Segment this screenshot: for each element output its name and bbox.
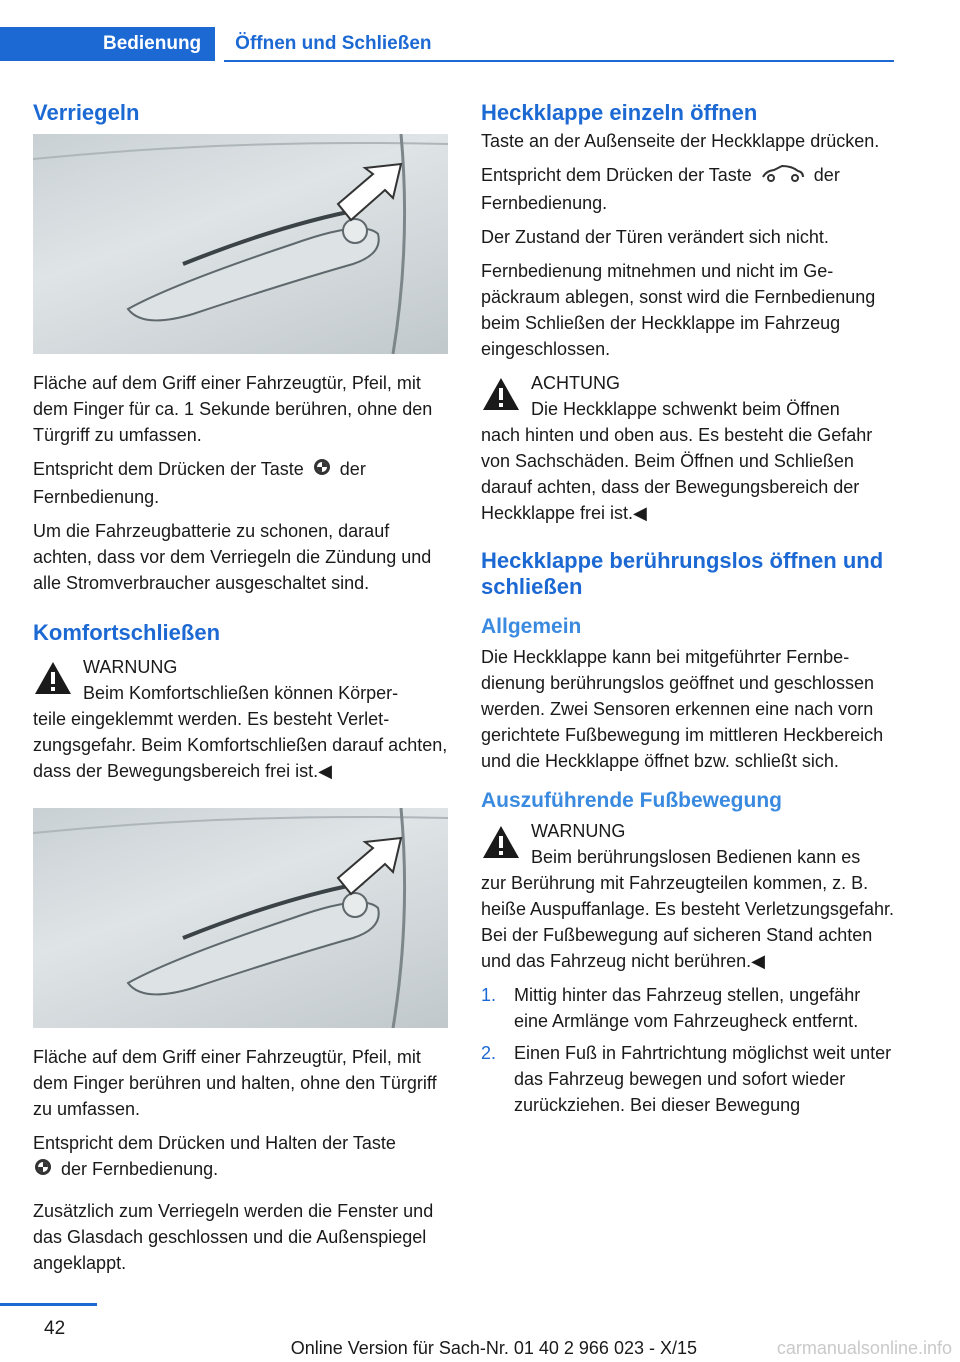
komfort-text-3: Zusätzlich zum Verriegeln werden die Fenster und das Glasdach geschlossen und die Außenspiegel angeklappt. [33,1200,434,1273]
door-handle-illustration-2 [33,808,448,1028]
door-handle-image [33,134,448,354]
heading-beruehrungslos: Heckklappe berührungslos öffnen und schließen [481,547,884,599]
warning-box-komfort [33,654,448,784]
list-item [481,982,896,1034]
komfort-text-2 [33,1130,448,1184]
warning-text-first: Beim Komfortschließen können Körper- [83,682,399,703]
step-text: Mittig hinter das Fahrzeug stellen, ungefähr eine Armlänge vom Fahrzeugheck entfernt. [514,984,861,1031]
tab-oeffnen-schliessen[interactable]: Öffnen und Schließen [235,33,432,54]
footer-version-text: Online Version für Sach-Nr. 01 40 2 966 023 - X/15 [290,1338,697,1358]
heading-heckklappe-einzeln: Heckklappe einzeln öffnen [481,100,758,125]
heck-text-2 [481,162,896,216]
komfort-text-2a: Entspricht dem Drücken und Halten der Taste [33,1132,396,1153]
verriegeln-text-2b: der Fernbedienung. [33,459,366,507]
warning-text-2-first: Beim berührungslosen Bedienen kann es [531,846,861,867]
step-number: 1. [481,984,497,1005]
verriegeln-text-2a: Entspricht dem Drücken der Taste [33,459,304,479]
heading-fussbewegung: Auszuführende Fußbewegung [481,788,782,812]
caution-box-heckklappe [481,370,896,526]
caution-icon [481,376,521,412]
warning-text-rest: teile eingeklemmt werden. Es besteht Verletzungsgefahr. Beim Komfortschließen darauf achten, dass der Bewegungsbereich frei ist.◀ [33,708,448,781]
right-column [481,100,896,1124]
warning-text-2-rest: zur Berührung mit Fahrzeugteilen kommen, z. B. heiße Auspuffanlage. Es besteht Verletzungsgefahr. Bei der Fußbewegung auf sicheren Stand achten und das Fahrzeug nicht berühren.◀ [481,872,894,971]
lock-button-icon-2 [33,1157,53,1184]
warning-label: WARNUNG [83,656,178,677]
caution-text-rest: nach hinten und oben aus. Es besteht die Gefahr von Sachschäden. Beim Öffnen und Schließen darauf achten, dass der Bewegungsbereich der Heckklappe frei ist.◀ [481,424,873,523]
verriegeln-text-1: Fläche auf dem Griff einer Fahrzeugtür, Pfeil, mit dem Finger für ca. 1 Sekunde berühren, ohne den Türgriff zu umfassen. [33,373,433,445]
tailgate-button-icon [760,163,806,190]
step-number: 2. [481,1042,497,1063]
heading-komfortschliessen: Komfortschließen [33,619,221,645]
warning-label-2: WARNUNG [531,820,626,841]
door-handle-image-2 [33,808,448,1028]
page-number: 42 [44,1318,66,1339]
caution-text-first: Die Heckklappe schwenkt beim Öffnen [531,398,840,419]
warning-text-2 [481,844,896,974]
verriegeln-text-2 [33,456,448,510]
heck-text-1: Taste an der Außenseite der Heckklappe drücken. [481,131,880,151]
list-item [481,1040,896,1118]
heck-text-4: Fernbedienung mitnehmen und nicht im Gepäckraum ablegen, sonst wird die Fernbedienung beim Schließen der Heckklappe im Fahrzeug eingeschlossen. [481,260,876,359]
heading-verriegeln: Verriegeln [33,100,140,125]
warning-icon-2 [481,824,521,860]
caution-label: ACHTUNG [531,372,620,393]
steps-list [481,982,896,1118]
tab-bedienung[interactable]: Bedienung [0,27,215,61]
door-handle-illustration [33,134,448,354]
lock-button-icon [312,457,332,484]
heck-text-2a: Entspricht dem Drücken der Taste [481,165,752,185]
step-text: Einen Fuß in Fahrtrichtung möglichst weit unter das Fahrzeug bewegen und sofort wieder zurückziehen. Bei dieser Bewegung [514,1042,892,1115]
caution-text [481,396,896,526]
verriegeln-text-3: Um die Fahrzeugbatterie zu schonen, darauf achten, dass vor dem Verriegeln die Zündung und alle Stromverbraucher ausgeschaltet sind. [33,520,432,593]
heck-text-3: Der Zustand der Türen verändert sich nicht. [481,226,829,247]
heading-allgemein: Allgemein [481,614,582,638]
page-header [0,27,452,61]
allgemein-text: Die Heckklappe kann bei mitgeführter Fernbedienung berührungslos geöffnet und geschlossen werden. Zwei Sensoren erkennen eine nach vorn gerichtete Fußbewegung im mittleren Heckbereich und die Heckklappe öffnet bzw. schließt sich. [481,646,884,771]
left-column [33,100,448,1284]
warning-text [33,680,448,784]
warning-box-fuss [481,818,896,974]
heck-text-2b: der Fernbedienung. [481,165,840,213]
footer-rule [0,1303,97,1306]
komfort-text-2b: der Fernbedienung. [61,1158,219,1179]
warning-icon [33,660,73,696]
watermark: carmanualsonline.info [776,1338,952,1358]
komfort-text-1: Fläche auf dem Griff einer Fahrzeugtür, Pfeil, mit dem Finger berühren und halten, ohne den Türgriff zu umfassen. [33,1046,437,1119]
header-rule [224,60,894,62]
